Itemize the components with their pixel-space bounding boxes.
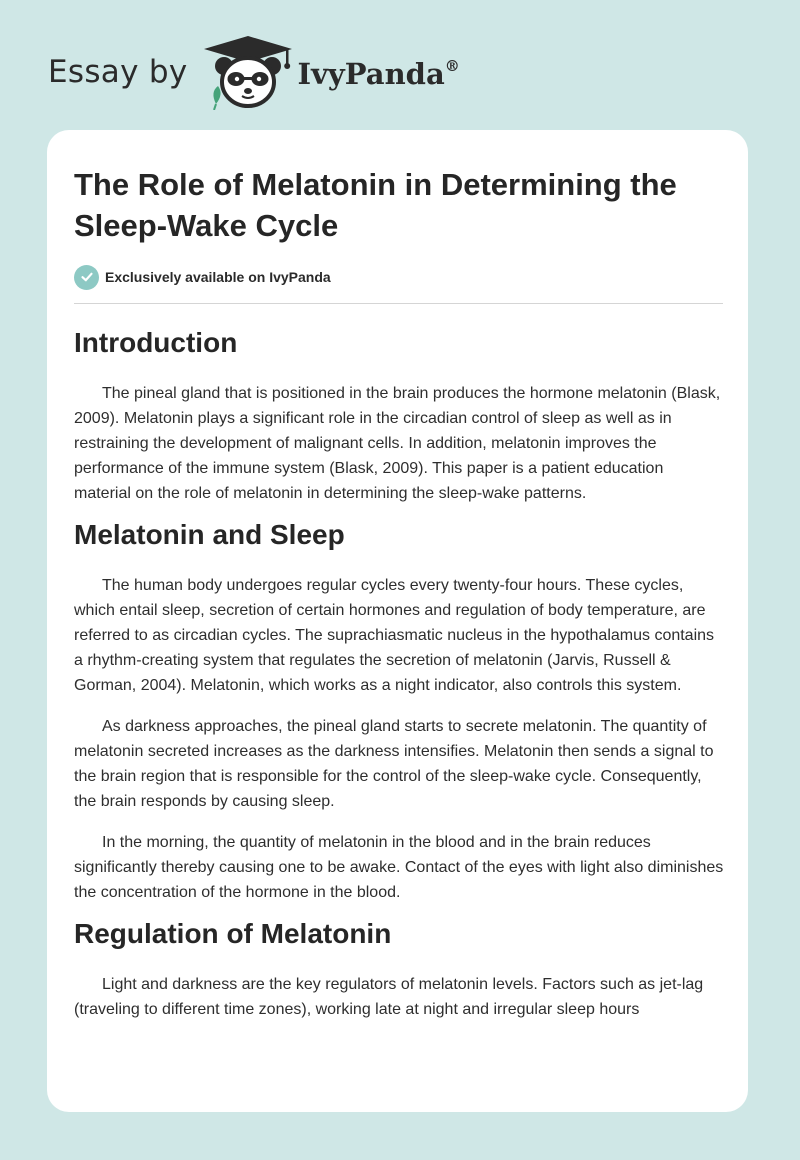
section-heading-introduction: Introduction xyxy=(74,327,238,358)
exclusive-badge xyxy=(74,264,724,290)
paragraph: In the morning, the quantity of melatonin in the blood and in the brain reduces significantly thereby causing one to be awake. Contact of the eyes with light also diminishes the concentration of the hormone in the blood. xyxy=(74,834,724,901)
essay-by-label: Essay by xyxy=(48,54,188,90)
paragraph: As darkness approaches, the pineal gland starts to secrete melatonin. The quantity of melatonin secreted increases as the darkness intensifies. Melatonin then sends a signal to the brain region that is responsible for the control of the sleep-wake cycle. Consequently, the brain responds by causing sleep. xyxy=(74,718,714,810)
essay-title: The Role of Melatonin in Determining the Sleep-Wake Cycle xyxy=(74,167,677,243)
paragraph: The human body undergoes regular cycles every twenty-four hours. These cycles, which entail sleep, secretion of certain hormones and regulation of body temperature, are referred to as circadian cycles. The suprachiasmatic nucleus in the hypothalamus contains a rhythm-creating system that regulates the secretion of melatonin (Jarvis, Russell & Gorman, 2004). Melatonin, which works as a night indicator, also controls this system. xyxy=(74,577,715,694)
panda-graduate-logo-icon[interactable] xyxy=(202,34,294,110)
site-header xyxy=(48,34,460,110)
essay-content xyxy=(74,164,724,1022)
section-heading-melatonin-and-sleep: Melatonin and Sleep xyxy=(74,519,345,550)
exclusive-label: Exclusively available on IvyPanda xyxy=(105,269,331,285)
check-circle-icon xyxy=(74,265,99,290)
essay-card xyxy=(47,130,748,1112)
title-divider xyxy=(74,303,723,304)
brand-name[interactable]: IvyPanda® xyxy=(297,57,460,91)
paragraph: Light and darkness are the key regulators of melatonin levels. Factors such as jet-lag (traveling to different time zones), working late at night and irregular sleep hours xyxy=(74,976,704,1018)
paragraph: The pineal gland that is positioned in the brain produces the hormone melatonin (Blask, 2009). Melatonin plays a significant role in the circadian control of sleep as well as in restraining the development of malignant cells. In addition, melatonin improves the performance of the immune system (Blask, 2009). This paper is a patient education material on the role of melatonin in determining the sleep-wake patterns. xyxy=(74,385,721,502)
section-heading-regulation-of-melatonin: Regulation of Melatonin xyxy=(74,918,392,949)
